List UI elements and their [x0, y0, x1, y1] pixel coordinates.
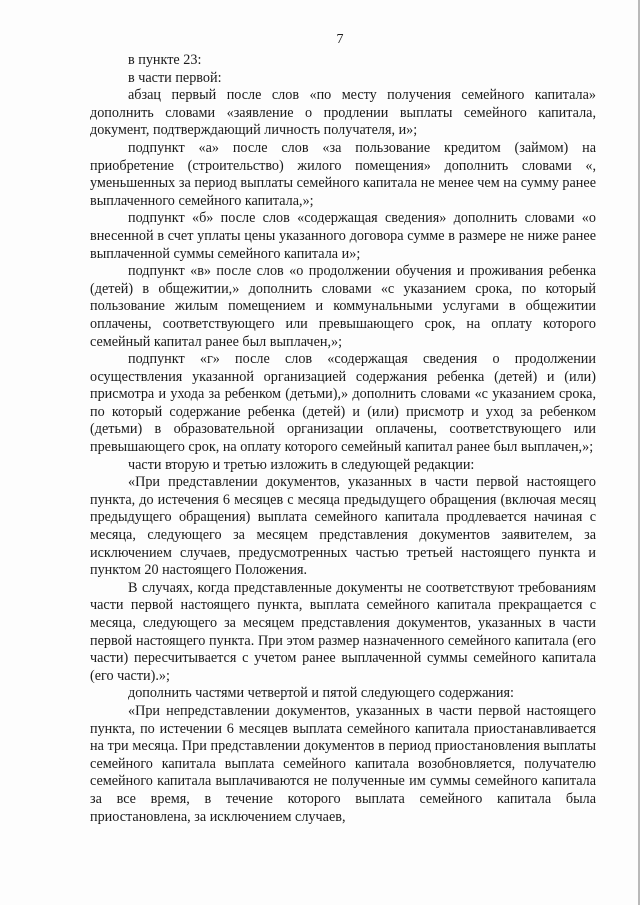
page-number: 7	[336, 32, 344, 47]
paragraph: в пункте 23:	[128, 52, 202, 68]
paragraph: части вторую и третью изложить в следующей редакции:	[128, 456, 475, 473]
paragraph: В случаях, когда представленные документы не соответствуют требованиям части первой настоящего пункта, выплата семейного капитала прекращается с месяца, следующего за месяцем представления документов, указанных в части первой настоящего пункта. При этом размер назначенного семейного капитала (его части) пересчитывается с учетом ранее выплаченной суммы семейного капитала (его части).»;	[90, 579, 596, 684]
paragraph: подпункт «г» после слов «содержащая сведения о продолжении осуществления указанной организацией содержания ребенка (детей) и (или) присмотра и ухода за ребенком (детьми),» дополнить словами «с указанием срока, по который содержание ребенка (детей) и (или) присмотр и уход за ребенком (детьми) в образовательной организации оплачены, соответствующего или превышающего срок, на оплату которого семейный капитал ранее был выплачен,»;	[90, 351, 596, 456]
paragraph: дополнить частями четвертой и пятой следующего содержания:	[128, 685, 514, 702]
document-body	[90, 52, 596, 826]
paragraph: подпункт «б» после слов «содержащая сведения» дополнить словами «о внесенной в счет уплаты цены указанного договора сумме в размере не ниже ранее выплаченной суммы семейного капитала и»;	[90, 210, 596, 262]
paragraph: в части первой:	[128, 69, 222, 86]
paragraph: абзац первый после слов «по месту получения семейного капитала» дополнить словами «заявление о продлении выплаты семейного капитала, документ, подтверждающий личность получателя, и»;	[90, 87, 596, 139]
paragraph: подпункт «а» после слов «за пользование кредитом (займом) на приобретение (строительство) жилого помещения» дополнить словами «, уменьшенных за период выплаты семейного капитала не менее чем на сумму ранее выплаченного семейного капитала,»;	[90, 139, 596, 209]
paragraph: подпункт «в» после слов «о продолжении обучения и проживания ребенка (детей) в общежитии,» дополнить словами «с указанием срока, по который пользование жилым помещением и коммунальными услугами в общежитии оплачены, соответствующего или превышающего срок, на оплату которого семейный капитал ранее был выплачен,»;	[90, 263, 596, 350]
paragraph: «При представлении документов, указанных в части первой настоящего пункта, до истечения 6 месяцев с месяца предыдущего обращения (включая месяц предыдущего обращения) выплата семейного капитала продлевается начиная с месяца, следующего за месяцем представления документов заявителем, за исключением случаев, предусмотренных частью третьей настоящего пункта и пунктом 20 настоящего Положения.	[90, 474, 596, 579]
paragraph: «При непредставлении документов, указанных в части первой настоящего пункта, по истечении 6 месяцев выплата семейного капитала приостанавливается на три месяца. При представлении документов в период приостановления выплаты семейного капитала выплата семейного капитала возобновляется, получателю семейного капитала выплачиваются не полученные им суммы семейного капитала за все время, в течение которого выплата семейного капитала была приостановлена, за исключением случаев,	[90, 702, 596, 825]
